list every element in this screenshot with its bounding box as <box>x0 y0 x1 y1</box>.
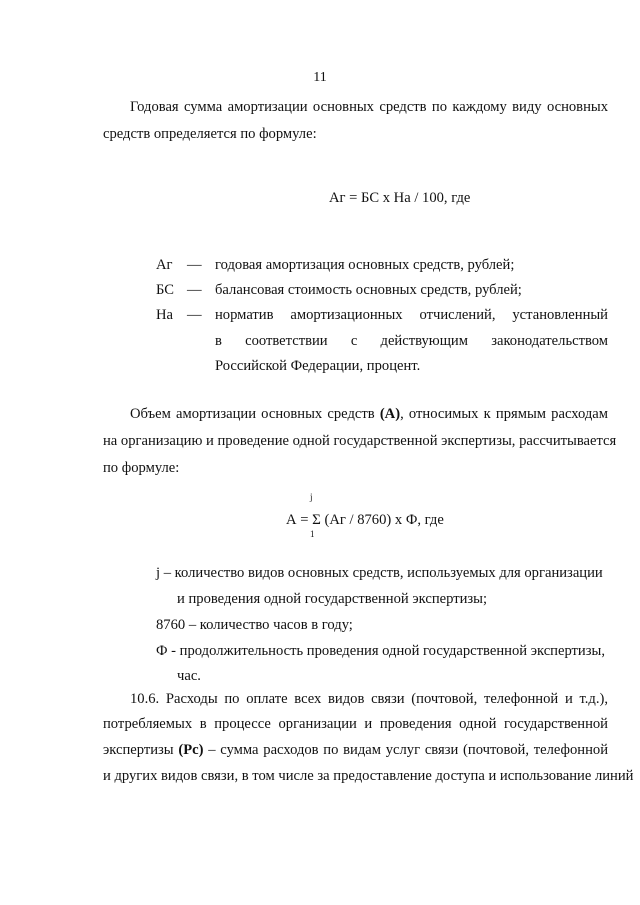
definition-text: в соответствии с действующим законодательством <box>215 333 608 349</box>
text-run: – сумма расходов по видам услуг связи (почтовой, телефонной <box>203 742 609 758</box>
bold-symbol: (А) <box>379 406 401 422</box>
sigma-lower-limit: 1 <box>310 529 315 539</box>
para2-line3: по формуле: <box>103 460 180 476</box>
bold-symbol: (Рс) <box>178 742 204 758</box>
definition-text: норматив амортизационных отчислений, установленный <box>215 307 608 323</box>
definition-symbol: Аг <box>156 257 173 273</box>
definition-dash: — <box>187 307 202 323</box>
text-run: , относимых к прямым расходам <box>400 406 608 422</box>
definition-text: годовая амортизация основных средств, рублей; <box>215 257 515 273</box>
sigma-symbol: Σ <box>312 512 321 528</box>
text-run: экспертизы <box>103 742 179 758</box>
definition-symbol: На <box>156 307 174 323</box>
definition-f-line2: час. <box>177 668 201 684</box>
definition-f-line1: Ф - продолжительность проведения одной государственной экспертизы, <box>156 643 605 659</box>
para2-line2: на организацию и проведение одной государственной экспертизы, рассчитывается <box>103 433 617 449</box>
formula-lhs: А = <box>286 512 313 528</box>
text-run: Объем амортизации основных средств <box>130 406 380 422</box>
para2-line1 <box>130 404 608 424</box>
definition-text: балансовая стоимость основных средств, рублей; <box>215 282 522 298</box>
para3-line3 <box>103 740 608 760</box>
definition-dash: — <box>187 282 202 298</box>
formula-rhs: (Аг / 8760) х Ф, где <box>320 512 444 528</box>
definition-j-line2: и проведения одной государственной экспертизы; <box>177 591 488 607</box>
para3-line2: потребляемых в процессе организации и проведения одной государственной <box>103 716 608 732</box>
formula-annual-amortization: Аг = БС х На / 100, где <box>329 190 471 206</box>
definition-text: Российской Федерации, процент. <box>215 358 421 374</box>
formula-amortization-volume <box>286 510 444 530</box>
definition-j-line1: j – количество видов основных средств, используемых для организации <box>156 565 603 581</box>
definition-hours: 8760 – количество часов в году; <box>156 617 353 633</box>
para3-line1: 10.6. Расходы по оплате всех видов связи (почтовой, телефонной и т.д.), <box>130 691 608 707</box>
sigma-upper-limit: j <box>310 492 313 502</box>
page-number: 11 <box>313 70 327 85</box>
para1-line1: Годовая сумма амортизации основных средств по каждому виду основных <box>130 99 608 115</box>
definition-symbol: БС <box>156 282 175 298</box>
definition-dash: — <box>187 257 202 273</box>
para3-line4: и других видов связи, в том числе за предоставление доступа и использование линий <box>103 768 634 784</box>
para1-line2: средств определяется по формуле: <box>103 126 317 142</box>
